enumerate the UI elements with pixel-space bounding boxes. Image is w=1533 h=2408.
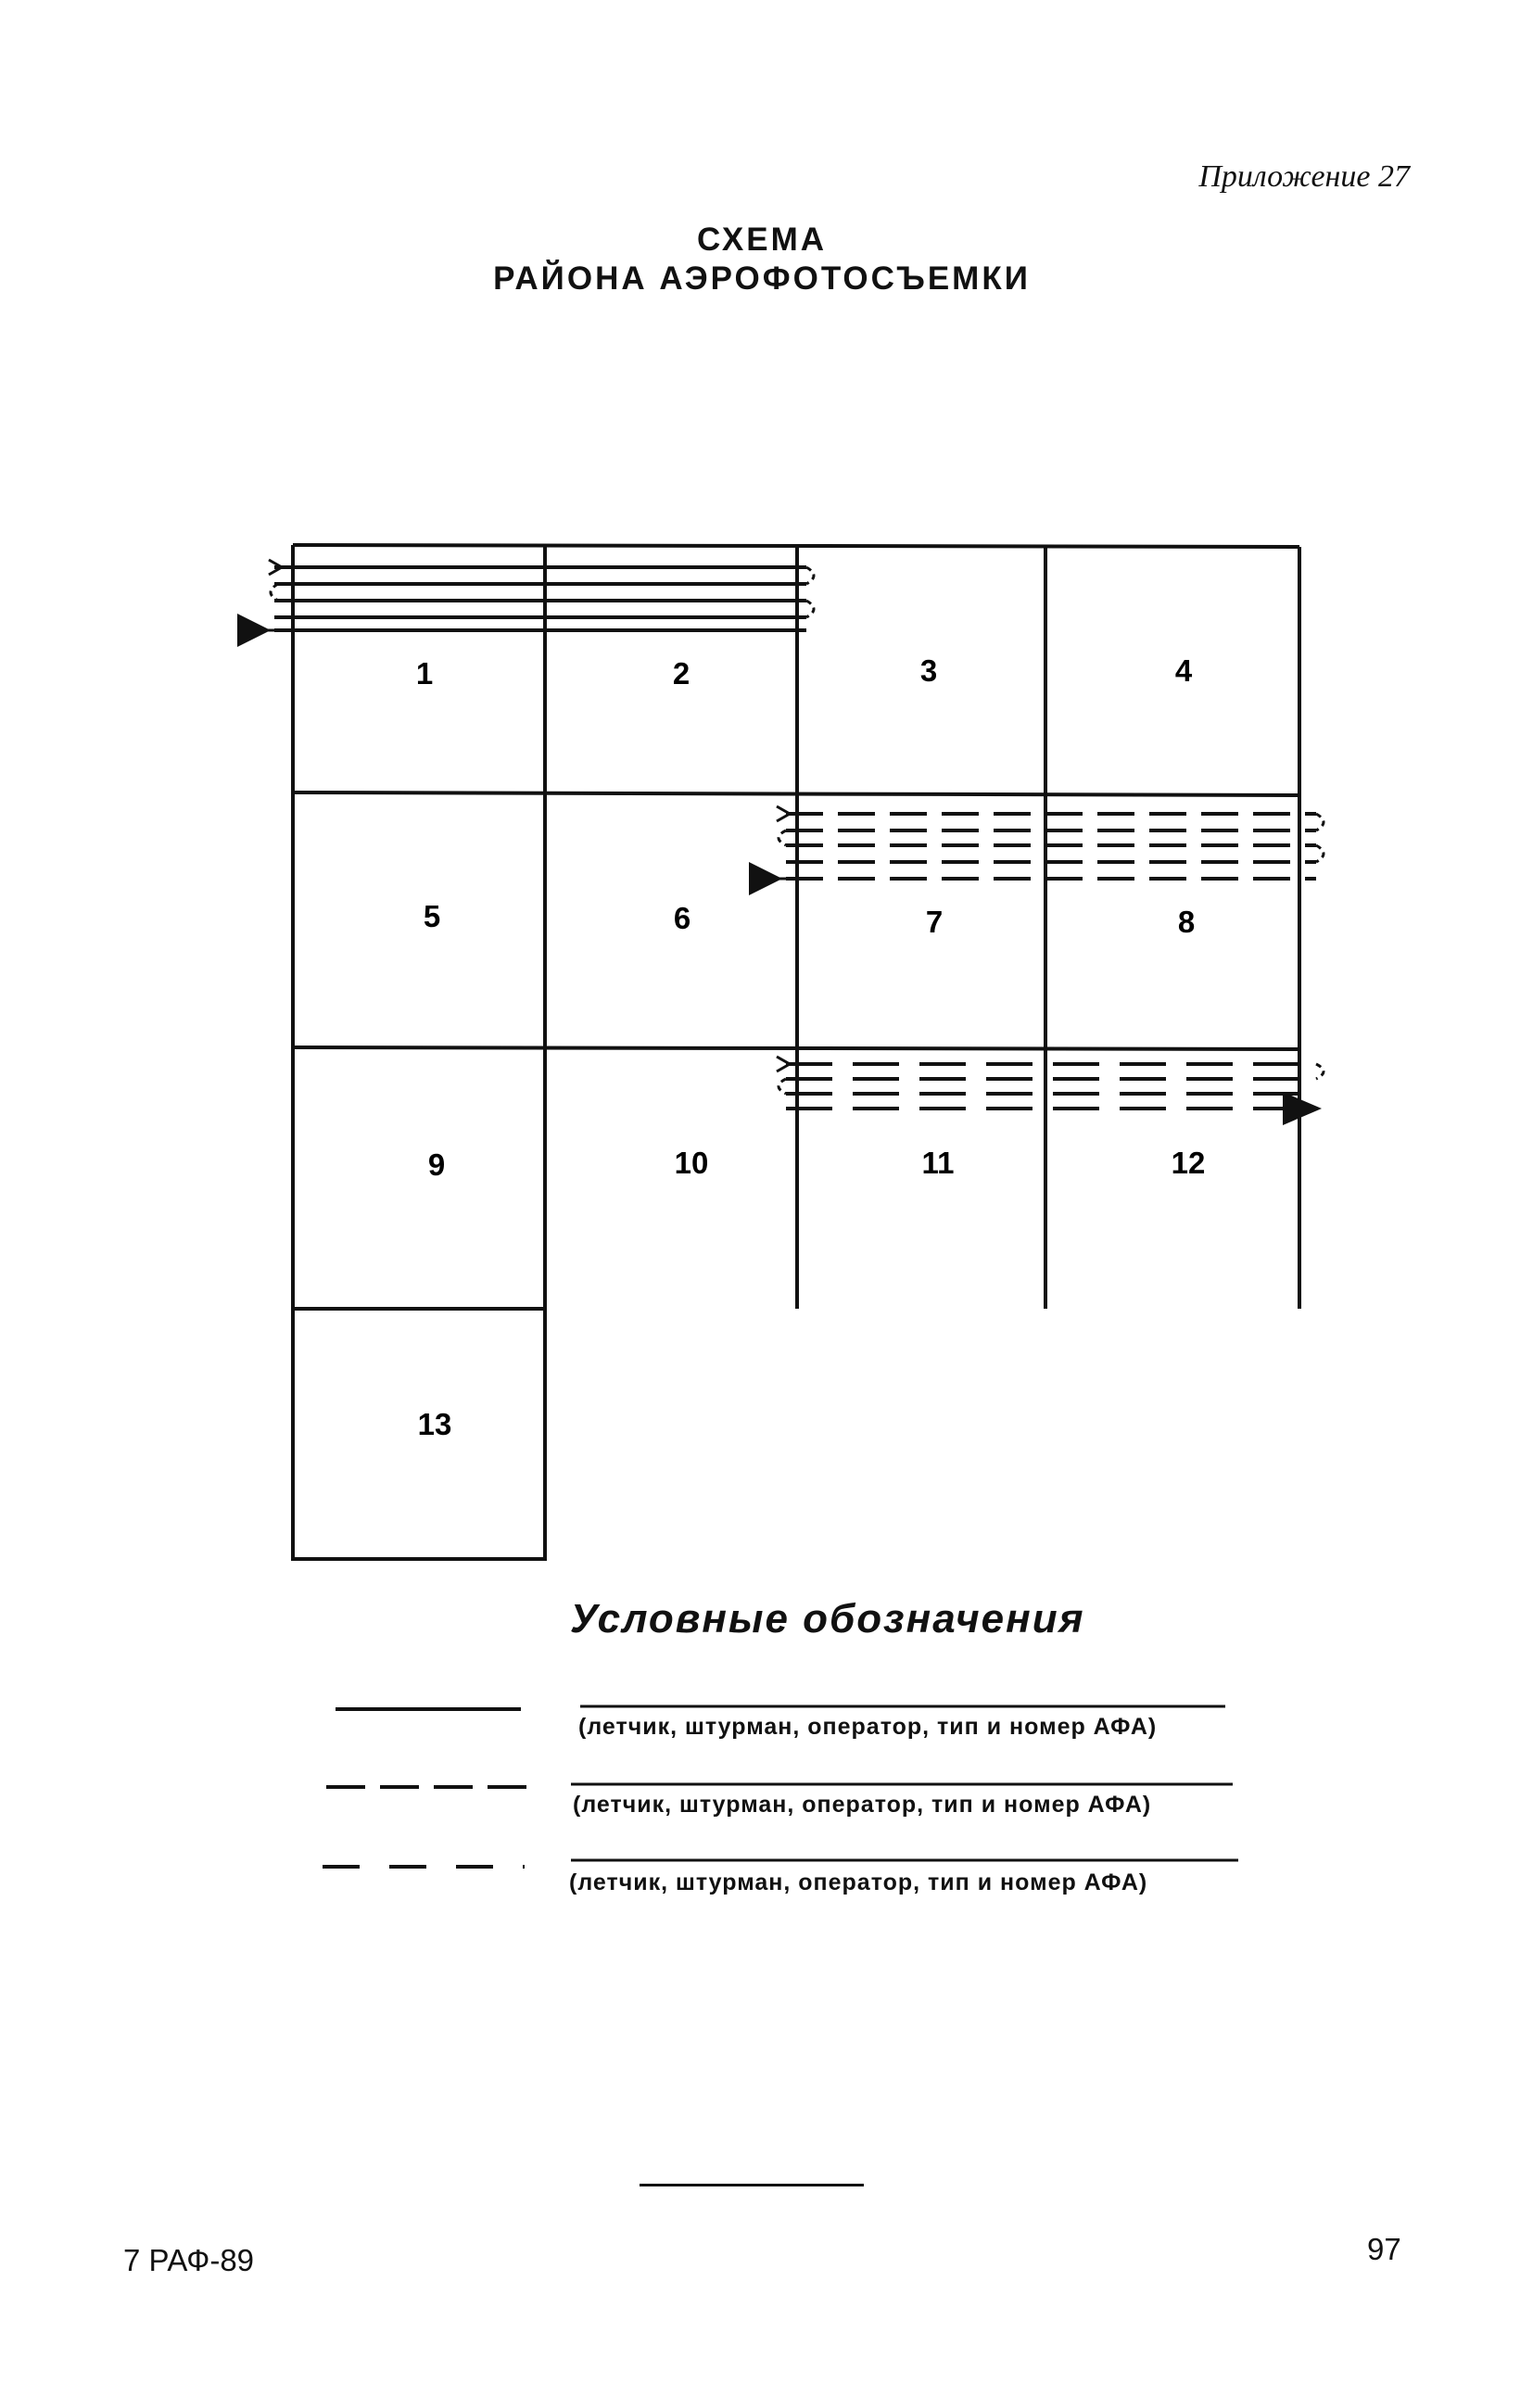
legend-caption: (летчик, штурман, оператор, тип и номер АФА): [578, 1714, 1158, 1740]
legend-caption: (летчик, штурман, оператор, тип и номер АФА): [569, 1869, 1148, 1895]
footer-signature: 7 РАФ-89: [123, 2243, 255, 2277]
legend-row-sparse-dashed: [0, 1844, 1533, 1900]
legend-caption: (летчик, штурман, оператор, тип и номер АФА): [573, 1792, 1152, 1818]
page-number: 97: [1367, 2232, 1401, 2266]
cell-number: 12: [1171, 1146, 1206, 1180]
title-line-1: СХЕМА: [696, 222, 828, 258]
legend-heading: Условные обозначения: [570, 1596, 1085, 1641]
cell-number: 5: [423, 899, 441, 933]
flight-route-sparse-dashed: [786, 1064, 1316, 1109]
legend-row-dashed: [0, 1767, 1533, 1822]
cell-number: 4: [1174, 653, 1193, 688]
cell-number: 10: [674, 1146, 709, 1180]
footer-rule: [640, 2184, 864, 2186]
cell-number: 1: [415, 656, 434, 691]
cell-number: 11: [921, 1146, 955, 1180]
route-2-turns: [777, 806, 1324, 879]
appendix-label: Приложение 27: [1198, 159, 1410, 194]
cell-number: 3: [919, 653, 938, 688]
cell-number: 13: [417, 1407, 452, 1441]
cell-number: 9: [427, 1147, 446, 1182]
cell-number: 7: [925, 905, 944, 939]
legend-row-solid: [0, 1689, 1533, 1744]
flight-route-solid: [265, 560, 814, 630]
cell-number: 8: [1177, 905, 1196, 939]
cell-number: 2: [672, 656, 690, 691]
cell-number: 6: [673, 901, 691, 935]
flight-route-dashed: [786, 814, 1316, 879]
title-line-2: РАЙОНА АЭРОФОТОСЪЕМКИ: [493, 260, 1031, 297]
